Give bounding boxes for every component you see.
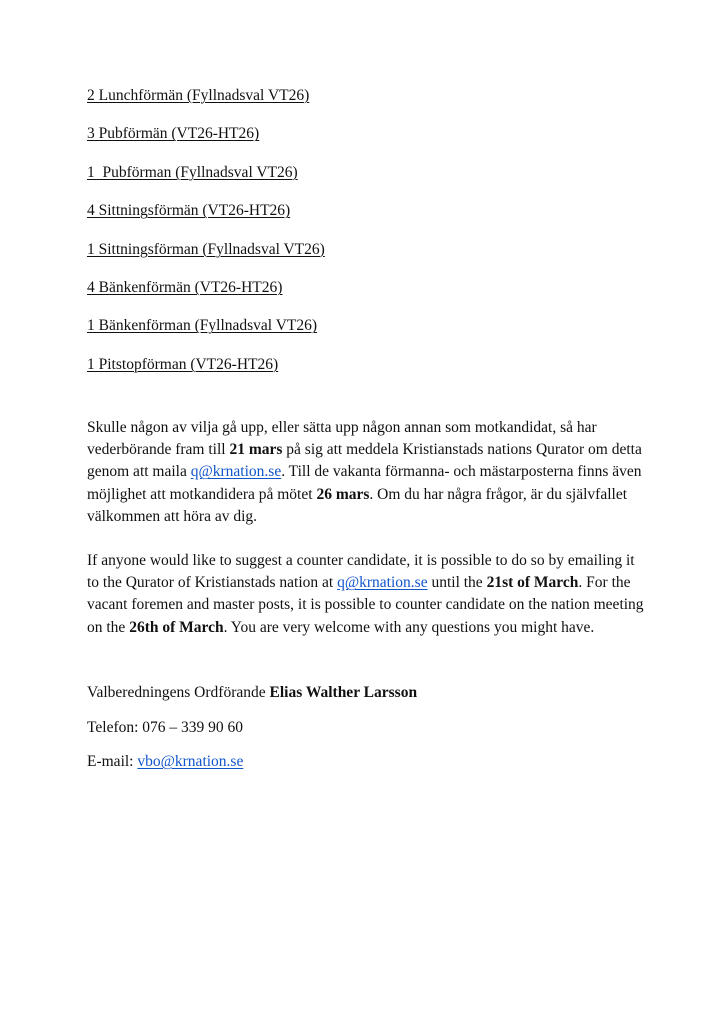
position-item: 1 Pitstopförman (VT26-HT26): [87, 355, 279, 373]
email-label: E-mail:: [87, 753, 138, 770]
email-line: [87, 752, 243, 772]
english-meeting-date: 26th of March: [129, 618, 224, 636]
swedish-deadline: 21 mars: [229, 441, 283, 459]
position-item: 1 Bänkenförman (Fyllnadsval VT26): [87, 317, 318, 335]
swedish-text: . Om du har några frågor, är du självfallet välkommen att höra av dig.: [87, 485, 628, 525]
position-item: 1 Sittningsförman (Fyllnadsval VT26): [87, 240, 325, 258]
chair-line: [87, 683, 417, 703]
english-deadline: 21st of March: [486, 574, 579, 592]
vacant-positions-list: [87, 86, 647, 393]
english-text: If anyone would like to suggest a counter candidate, it is possible to do so by emailing it to the Qurator of Kristianstads nation at: [87, 552, 635, 592]
english-text: . You are very welcome with any questions you might have.: [223, 618, 595, 636]
position-item: 4 Bänkenförmän (VT26-HT26): [87, 278, 283, 296]
position-item: 1 Pubförman (Fyllnadsval VT26): [87, 163, 298, 181]
phone-line: Telefon: 076 – 339 90 60: [87, 719, 244, 736]
position-item: 3 Pubförmän (VT26-HT26): [87, 125, 260, 143]
english-text: until the: [427, 574, 487, 592]
qurator-email-link[interactable]: q@krnation.se: [190, 463, 282, 481]
swedish-paragraph: [87, 417, 647, 528]
swedish-text: Skulle någon av vilja gå upp, eller sätta upp någon annan som motkandidat, så har vederbörande fram till: [87, 419, 597, 459]
chair-title: Valberedningens Ordförande: [87, 684, 270, 701]
qurator-email-link[interactable]: q@krnation.se: [337, 574, 428, 592]
chair-name: Elias Walther Larsson: [269, 684, 418, 701]
swedish-text: på sig att meddela Kristianstads nations Qurator om detta genom att maila: [87, 441, 642, 481]
position-item: 4 Sittningsförmän (VT26-HT26): [87, 202, 291, 220]
position-item: 2 Lunchförmän (Fyllnadsval VT26): [87, 87, 310, 104]
vbo-email-link[interactable]: vbo@krnation.se: [137, 753, 244, 770]
english-text: . For the vacant foremen and master posts, it is possible to counter candidate on the nation meeting on the: [87, 574, 644, 636]
swedish-meeting-date: 26 mars: [316, 485, 370, 503]
english-paragraph: [87, 550, 647, 639]
swedish-text: . Till de vakanta förmanna- och mästarposterna finns även möjlighet att motkandidera på mötet: [87, 463, 642, 503]
